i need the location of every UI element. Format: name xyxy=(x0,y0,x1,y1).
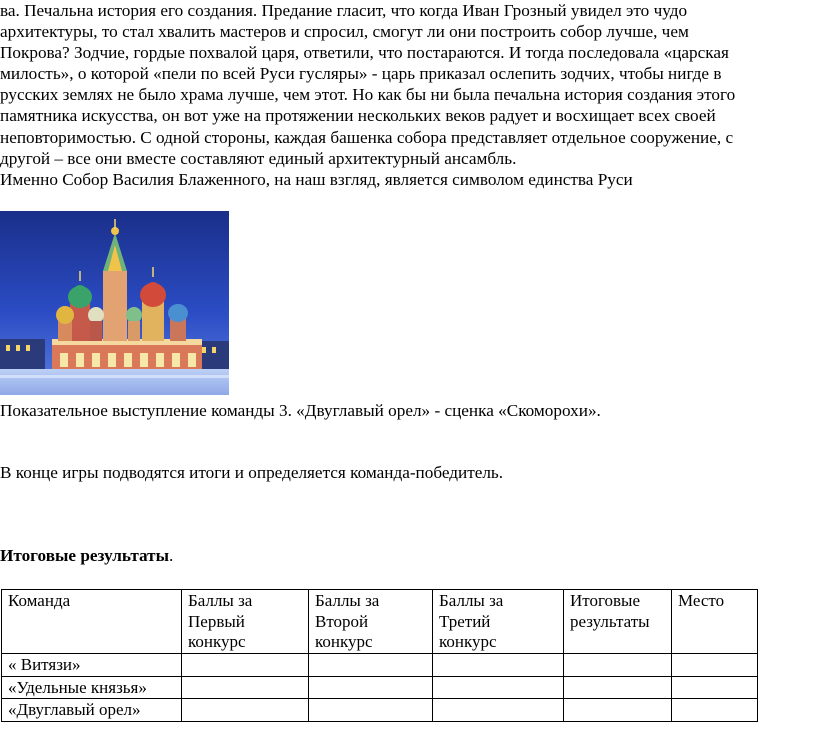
table-row xyxy=(2,699,758,722)
paragraph-line: русских землях не было храма лучше, чем этот. Но как бы ни была печальна история создания этого xyxy=(0,85,736,105)
team-name-cell: «Удельные князья» xyxy=(2,676,182,699)
team-name-cell: «Двуглавый орел» xyxy=(2,699,182,722)
paragraph-line: неповторимостью. С одной стороны, каждая башенка собора представляет отдельное сооружение, с xyxy=(0,127,734,147)
table-row xyxy=(2,654,758,677)
total-cell xyxy=(564,654,672,677)
score-cell xyxy=(182,676,309,699)
paragraph-line: другой – все они вместе составляют единый архитектурный ансамбль. xyxy=(0,148,517,168)
score-cell xyxy=(433,699,564,722)
header-round-2: Баллы за Второй конкурс xyxy=(309,590,433,654)
score-cell xyxy=(182,654,309,677)
history-paragraph xyxy=(0,0,812,190)
score-cell xyxy=(309,676,433,699)
header-round-3: Баллы за Третий конкурс xyxy=(433,590,564,654)
header-total: Итоговые результаты xyxy=(564,590,672,654)
paragraph-line: ва. Печальна история его создания. Предание гласит, что когда Иван Грозный увидел это чудо xyxy=(0,1,688,20)
place-cell xyxy=(672,699,758,722)
results-heading xyxy=(0,545,173,567)
place-cell xyxy=(672,676,758,699)
results-heading-text: Итоговые результаты xyxy=(0,546,169,565)
results-heading-period: . xyxy=(169,546,174,565)
total-cell xyxy=(564,676,672,699)
header-round-1: Баллы за Первый конкурс xyxy=(182,590,309,654)
summary-line: В конце игры подводятся итоги и определяется команда-победитель. xyxy=(0,463,504,482)
team-name-cell: « Витязи» xyxy=(2,654,182,677)
paragraph-line: милость», о которой «пели по всей Руси гусляры» - царь приказал ослепить зодчих, чтобы нигде в xyxy=(0,64,722,84)
paragraph-line: архитектуры, то стал хвалить мастеров и спросил, смогут ли они построить собор лучше, чем xyxy=(0,22,689,42)
header-place: Место xyxy=(672,590,758,654)
header-team: Команда xyxy=(2,590,182,654)
saint-basils-cathedral-photo xyxy=(0,211,229,395)
score-cell xyxy=(182,699,309,722)
performance-line: Показательное выступление команды 3. «Двуглавый орел» - сценка «Скоморохи». xyxy=(0,401,601,420)
paragraph-line: Именно Собор Василия Блаженного, на наш взгляд, является символом единства Руси xyxy=(0,169,633,189)
score-cell xyxy=(309,699,433,722)
score-cell xyxy=(433,654,564,677)
table-row xyxy=(2,676,758,699)
score-cell xyxy=(309,654,433,677)
score-cell xyxy=(433,676,564,699)
table-header-row xyxy=(2,590,758,654)
paragraph-line: Покрова? Зодчие, гордые похвалой царя, ответили, что постараются. И тогда последовала «царская xyxy=(0,43,729,63)
place-cell xyxy=(672,654,758,677)
paragraph-line: памятника искусства, он вот уже на протяжении нескольких веков радует и восхищает всех своей xyxy=(0,106,716,126)
results-table xyxy=(1,589,758,722)
total-cell xyxy=(564,699,672,722)
